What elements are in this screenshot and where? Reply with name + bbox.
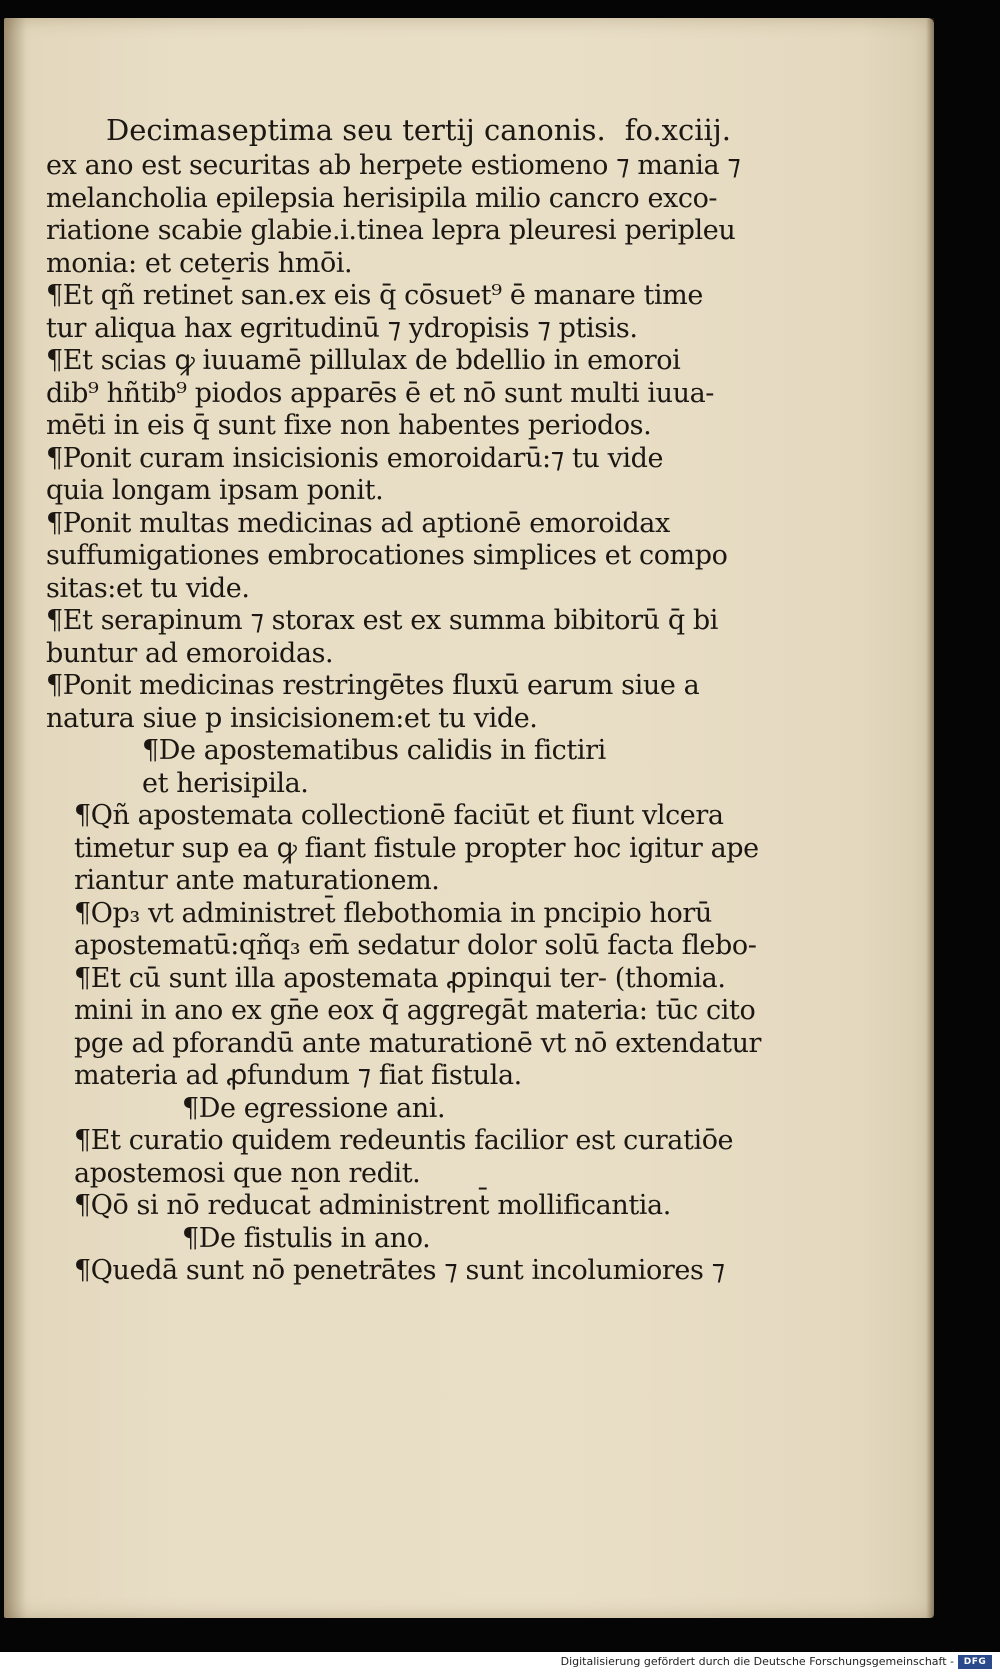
text-line: ¶Et serapinum ⁊ storax est ex summa bibitorū q̄ bi [46,605,719,636]
text-line: buntur ad emoroidas. [46,637,334,669]
section-heading: ¶De fistulis in ano. [182,1222,431,1254]
text-line: pge ad pforandū ante maturationē vt nō extendatur [74,1027,762,1059]
section-heading: et herisipila. [142,767,309,799]
text-line: ¶Qō si nō reducat̄ administrent̄ mollificantia. [74,1190,671,1221]
text-line: tur aliqua hax egritudinū ⁊ ydropisis ⁊ ptisis. [46,312,638,344]
digitization-credit: Digitalisierung gefördert durch die Deutsche Forschungsgemeinschaft - [560,1655,954,1668]
section-heading: ¶De apostematibus calidis in fictiri [142,735,606,766]
section-heading: ¶De egressione ani. [182,1092,446,1124]
text-line: ex ano est securitas ab herpete estiomeno ⁊ mania ⁊ [46,150,741,181]
text-line: ¶Et qñ retinet̄ san.ex eis q̄ cōsuet⁹ ē manare time [46,280,703,311]
folio-number: fo.xciij. [624,113,731,147]
text-line: ¶Ponit medicinas restringētes fluxū earum siue a [46,670,700,701]
header-title: Decimaseptima seu tertij canonis. [106,113,606,147]
text-line: apostematū:qñq₃ em̄ sedatur dolor solū facta flebo- [74,930,757,961]
text-line: sitas:et tu vide. [46,572,250,604]
book-page [4,18,934,1618]
text-line: riatione scabie glabie.i.tinea lepra pleuresi peripleu [46,215,736,246]
text-line: dib⁹ hñtib⁹ piodos apparēs ē et nō sunt multi iuua- [46,377,714,409]
text-line: ¶Ponit multas medicinas ad aptionē emoroidax [46,507,670,539]
text-line: materia ad ꝓfundum ⁊ fiat fistula. [74,1060,522,1091]
text-line: natura siue p insicisionem:et tu vide. [46,702,538,734]
text-line: ¶Et scias ꝙ iuuamē pillulax de bdellio in emoroi [46,345,681,376]
text-line: ¶Quedā sunt nō penetrātes ⁊ sunt incolumiores ⁊ [74,1255,725,1286]
text-line: ¶Et curatio quidem redeuntis facilior est curatiōe [74,1125,734,1156]
text-line: riantur ante maturationem. [74,865,440,896]
dfg-logo: DFG [958,1655,992,1669]
text-line: melancholia epilepsia herisipila milio cancro exco- [46,182,718,214]
text-line: monia: et ceteris hmōi. [46,247,353,279]
text-line: mini in ano ex gn̄e eox q̄ aggregāt materia: tūc cito [74,995,756,1026]
text-line: ¶Et cū sunt illa apostemata ꝓpinqui ter- (thomia. [74,962,726,994]
running-header [106,110,731,150]
text-line: quia longam ipsam ponit. [46,475,384,506]
text-line: mēti in eis q̄ sunt fixe non habentes periodos. [46,410,652,441]
text-line: ¶Ponit curam insicisionis emoroidarū:⁊ tu vide [46,442,664,474]
text-line: suffumigationes embrocationes simplices et compo [46,540,728,571]
text-line: timetur sup ea ꝙ fiant fistule propter hoc igitur ape [74,832,759,864]
text-line: apostemosi que non redit. [74,1157,421,1189]
text-line: ¶Qñ apostemata collectionē faciūt et fiunt vlcera [74,800,724,831]
text-line: ¶Op₃ vt administret̄ flebothomia in pncipio horū [74,897,712,929]
text-block [46,110,846,1288]
